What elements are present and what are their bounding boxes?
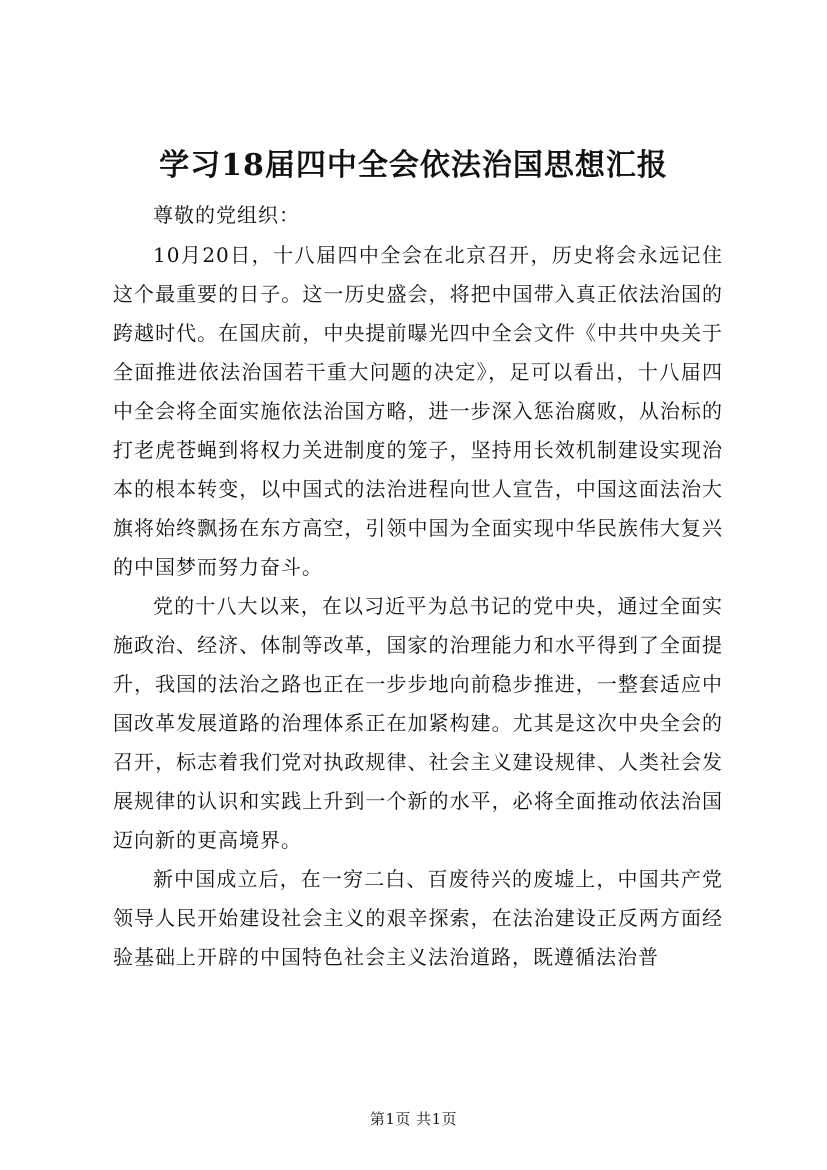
document-body xyxy=(113,196,723,977)
paragraph-2: 党的十八大以来，在以习近平为总书记的党中央，通过全面实施政治、经济、体制等改革，国家的治理能力和水平得到了全面提升，我国的法治之路也正在一步步地向前稳步推进，一整套适应中国改革发展道路的治理体系正在加紧构建。尤其是这次中央全会的召开，标志着我们党对执政规律、社会主义建设规律、人类社会发展规律的认识和实践上升到一个新的水平，必将全面推动依法治国迈向新的更高境界。 xyxy=(113,594,723,852)
paragraph-1: 10月20日，十八届四中全会在北京召开，历史将会永远记住这个最重要的日子。这一历史盛会，将把中国带入真正依法治国的跨越时代。在国庆前，中央提前曝光四中全会文件《中共中央关于全面推进依法治国若干重大问题的决定》，足可以看出，十八届四中全会将全面实施依法治国方略，进一步深入惩治腐败，从治标的打老虎苍蝇到将权力关进制度的笼子，坚持用长效机制建设实现治本的根本转变，以中国式的法治进程向世人宣告，中国这面法治大旗将始终飘扬在东方高空，引领中国为全面实现中华民族伟大复兴的中国梦而努力奋斗。 xyxy=(113,243,723,579)
paragraph-3: 新中国成立后，在一穷二白、百废待兴的废墟上，中国共产党领导人民开始建设社会主义的艰辛探索，在法治建设正反两方面经验基础上开辟的中国特色社会主义法治道路，既遵循法治普 xyxy=(113,867,723,969)
page-footer: 第1页 共1页 xyxy=(369,1110,458,1128)
salutation: 尊敬的党组织： xyxy=(153,203,300,227)
document-title: 学习18届四中全会依法治国思想汇报 xyxy=(159,148,668,183)
